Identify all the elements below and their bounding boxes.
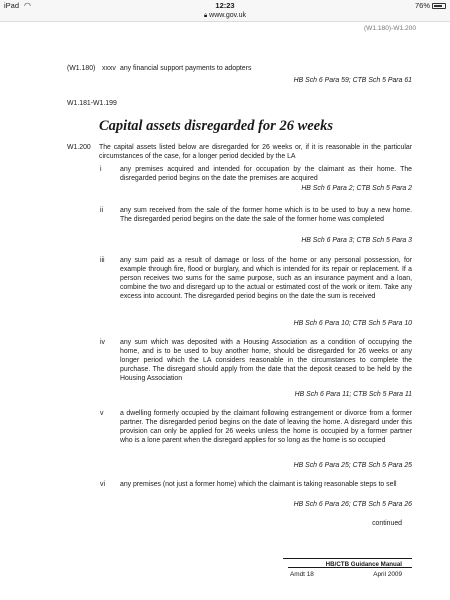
intro-text: The capital assets listed below are disregarded for 26 weeks or, if it is reasonable in the particular circumstances of the case, for a longer period decided by the LA: [99, 144, 412, 160]
lock-icon: 🔒︎: [203, 13, 208, 19]
document-page: [0, 22, 450, 600]
footer-title: HB/CTB Guidance Manual: [325, 561, 402, 568]
amendment-number: Amdt 18: [290, 571, 314, 578]
footer-divider: [283, 558, 412, 559]
legal-reference: HB Sch 6 Para 26; CTB Sch 5 Para 26: [293, 501, 412, 508]
paragraph-number: (W1.180): [67, 65, 96, 72]
footer-divider: [288, 567, 412, 568]
battery-level: [434, 5, 442, 7]
legal-reference: HB Sch 6 Para 11; CTB Sch 5 Para 11: [294, 391, 412, 398]
wifi-icon: ◠: [24, 1, 31, 10]
address-bar[interactable]: [0, 12, 450, 22]
continued-label: continued: [372, 520, 402, 527]
paragraph-number: W1.200: [67, 144, 91, 151]
item-text: any sum which was deposited with a Housing Association as a condition of occupying the home, and is to be used to buy another home, should be disregarded for 26 weeks or any longer period which the LA considers reasonable in the circumstances to complete the purchase. The disregard should apply from the date that the deposit ceased to be held by the Housing Association: [120, 339, 412, 382]
issue-date: April 2009: [373, 571, 402, 578]
device-label: iPad: [4, 1, 20, 10]
item-text: any premises acquired and intended for occupation by the claimant as their home. The disregarded period begins on the date the premises are acquired: [120, 166, 412, 182]
battery-percent: 76%: [414, 1, 430, 10]
item-text: any financial support payments to adopters: [120, 65, 252, 72]
item-text: any sum paid as a result of damage or loss of the home or any personal possession, for example through fire, flood or burglary, and which is intended for its repair or replacement. If a person receives two sums for the same purpose, such as an insurance payment and a loan, combine the two and disregard up to the actual or estimated cost of the work or item. Take any excess into account. The disregarded period begins on the date the sum is received: [120, 257, 412, 300]
status-bar: [0, 0, 450, 12]
item-numeral: vi: [100, 481, 105, 488]
item-numeral: i: [100, 166, 102, 173]
item-numeral: ii: [100, 207, 104, 214]
section-title: Capital assets disregarded for 26 weeks: [99, 118, 334, 134]
running-head: (W1.180)-W1.200: [363, 25, 416, 32]
item-numeral: v: [100, 410, 104, 417]
item-text: a dwelling formerly occupied by the claimant following estrangement or divorce from a former partner. The disregarded period begins on the date of leaving the home. A disregard under this provision can only be applied for 26 weeks unless the home is occupied by a former partner who is a lone parent when the disregard applies for so long as the home is so occupied: [120, 410, 412, 444]
item-text: any premises (not just a former home) which the claimant is taking reasonable steps to sell: [120, 481, 397, 488]
clock: 12:23: [215, 1, 235, 10]
legal-reference: HB Sch 6 Para 3; CTB Sch 5 Para 3: [301, 237, 412, 244]
item-text: any sum received from the sale of the former home which is to be used to buy a new home. The disregarded period begins on the date the sale of the former home was completed: [120, 207, 412, 223]
item-numeral: iv: [100, 339, 105, 346]
battery-icon: [432, 3, 446, 9]
legal-reference: HB Sch 6 Para 2; CTB Sch 5 Para 2: [301, 185, 412, 192]
paragraph-range: W1.181-W1.199: [67, 100, 117, 107]
legal-reference: HB Sch 6 Para 25; CTB Sch 5 Para 25: [293, 462, 412, 469]
legal-reference: HB Sch 6 Para 59; CTB Sch 5 Para 61: [293, 77, 412, 84]
legal-reference: HB Sch 6 Para 10; CTB Sch 5 Para 10: [293, 320, 412, 327]
item-numeral: iii: [100, 257, 105, 264]
item-numeral: xxxv: [102, 65, 116, 72]
url-domain: www.gov.uk: [209, 12, 247, 19]
